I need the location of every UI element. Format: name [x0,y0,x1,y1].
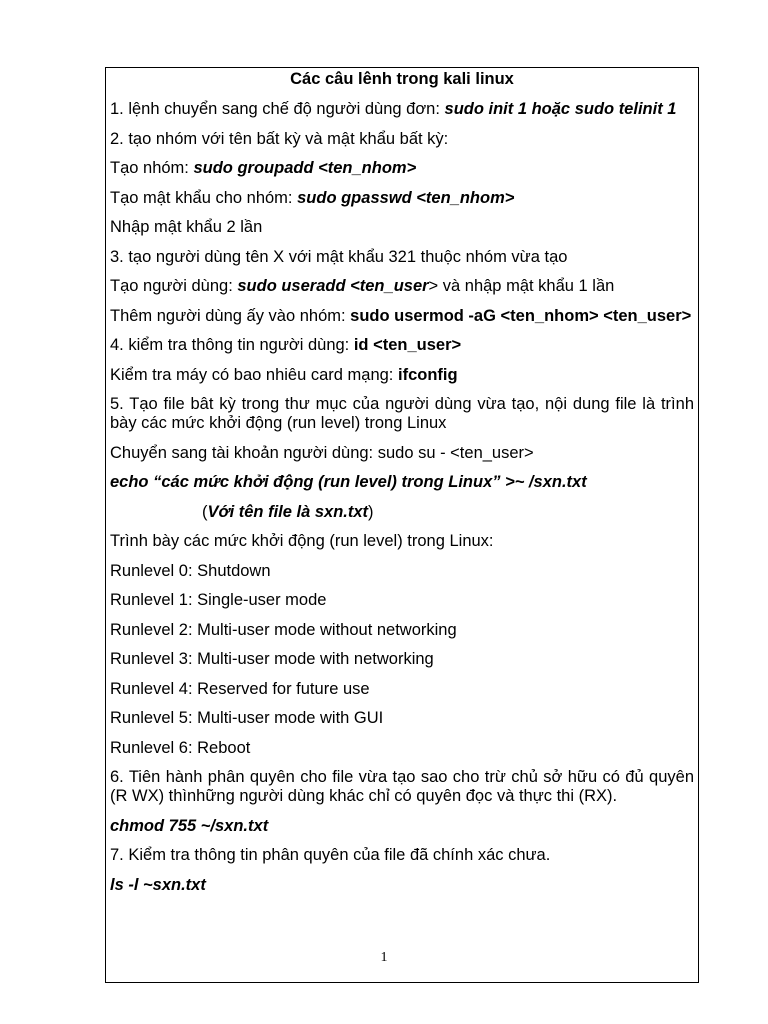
item-4-text: 4. kiểm tra thông tin người dùng: [110,336,354,354]
item-1 [110,100,694,119]
item-5a [110,444,694,463]
item-5d-text: Trình bày các mức khởi động (run level) trong Linux: [110,532,494,550]
item-3a-text: Tạo người dùng: [110,277,238,295]
item-2c-text: Nhập mật khẩu 2 lần [110,218,263,236]
runlevel-0 [110,562,694,581]
item-2 [110,130,694,149]
item-5c-filename: Với tên file là sxn.txt [207,502,369,521]
item-4 [110,336,694,355]
runlevel-1-text: Runlevel 1: Single-user mode [110,591,327,609]
item-3b-command: sudo usermod -aG <ten_nhom> <ten_user> [350,306,692,325]
item-3a [110,277,694,296]
item-4a-command: ifconfig [397,365,458,384]
item-5c [110,503,694,522]
item-2-text: 2. tạo nhóm với tên bất kỳ và mật khẩu bất kỳ: [110,129,449,148]
item-3b-text: Thêm người dùng ấy vào nhóm: [110,306,351,325]
item-3 [110,248,694,267]
item-5d [110,532,694,551]
item-2b [110,189,694,208]
item-1-text: 1. lệnh chuyển sang chế độ người dùng đơn: [110,100,445,118]
item-2c [110,218,694,237]
runlevel-3-text: Runlevel 3: Multi-user mode with networking [110,650,434,668]
item-5a-text: Chuyển sang tài khoản người dùng: sudo su - <ten_user> [110,443,534,462]
item-2a-text: Tạo nhóm: [110,159,194,177]
item-6a-command: chmod 755 ~/sxn.txt [110,816,269,835]
item-5 [110,395,694,433]
item-7a-command: ls -l ~sxn.txt [110,875,206,894]
item-7 [110,846,694,865]
runlevel-5 [110,709,694,728]
item-6-text: 6. Tiên hành phân quyên cho file vừa tạo sao cho trừ chủ sở hữu có đủ quyên (R WX) thìnhững người dùng khác chỉ có quyên đọc và thực thi (RX). [110,768,694,805]
runlevel-4-text: Runlevel 4: Reserved for future use [110,679,370,698]
document-body [110,67,694,905]
item-5b-command: echo “các mức khởi động (run level) trong Linux” >~ /sxn.txt [110,473,587,491]
item-4-command: id <ten_user> [353,336,462,354]
document-title: Các câu lênh trong kali linux [290,70,514,88]
runlevel-2-text: Runlevel 2: Multi-user mode without networking [110,620,457,639]
page-number: 1 [380,950,388,965]
item-3a-after: > và nhập mật khẩu 1 lần [428,277,615,295]
item-1-command: sudo init 1 hoặc sudo telinit 1 [444,100,677,118]
item-2b-text: Tạo mật khẩu cho nhóm: [110,188,298,207]
runlevel-0-text: Runlevel 0: Shutdown [110,561,271,580]
runlevel-1 [110,591,694,610]
item-7a [110,876,694,895]
item-6a [110,817,694,836]
runlevel-3 [110,650,694,669]
item-2a [110,159,694,178]
runlevel-4 [110,680,694,699]
runlevel-6 [110,739,694,758]
runlevel-2 [110,621,694,640]
item-5c-open: ( [202,502,208,521]
item-4a [110,366,694,385]
item-4a-text: Kiểm tra máy có bao nhiêu card mạng: [110,365,398,384]
item-2b-command: sudo gpasswd <ten_nhom> [297,188,515,207]
item-3-text: 3. tạo người dùng tên X với mật khẩu 321 thuộc nhóm vừa tạo [110,247,568,266]
item-3a-command: sudo useradd <ten_user [237,277,429,295]
item-2a-command: sudo groupadd <ten_nhom> [193,159,417,177]
item-5c-close: ) [368,502,374,521]
item-6 [110,768,694,806]
runlevel-6-text: Runlevel 6: Reboot [110,738,251,757]
item-7-text: 7. Kiểm tra thông tin phân quyên của file đã chính xác chưa. [110,846,551,864]
runlevel-5-text: Runlevel 5: Multi-user mode with GUI [110,709,384,727]
item-3b [110,307,694,326]
item-5b [110,473,694,492]
item-5-text: 5. Tạo file bât kỳ trong thư mục của người dùng vừa tạo, nội dung file là trình bày các mức khởi động (run level) trong Linux [110,395,694,432]
